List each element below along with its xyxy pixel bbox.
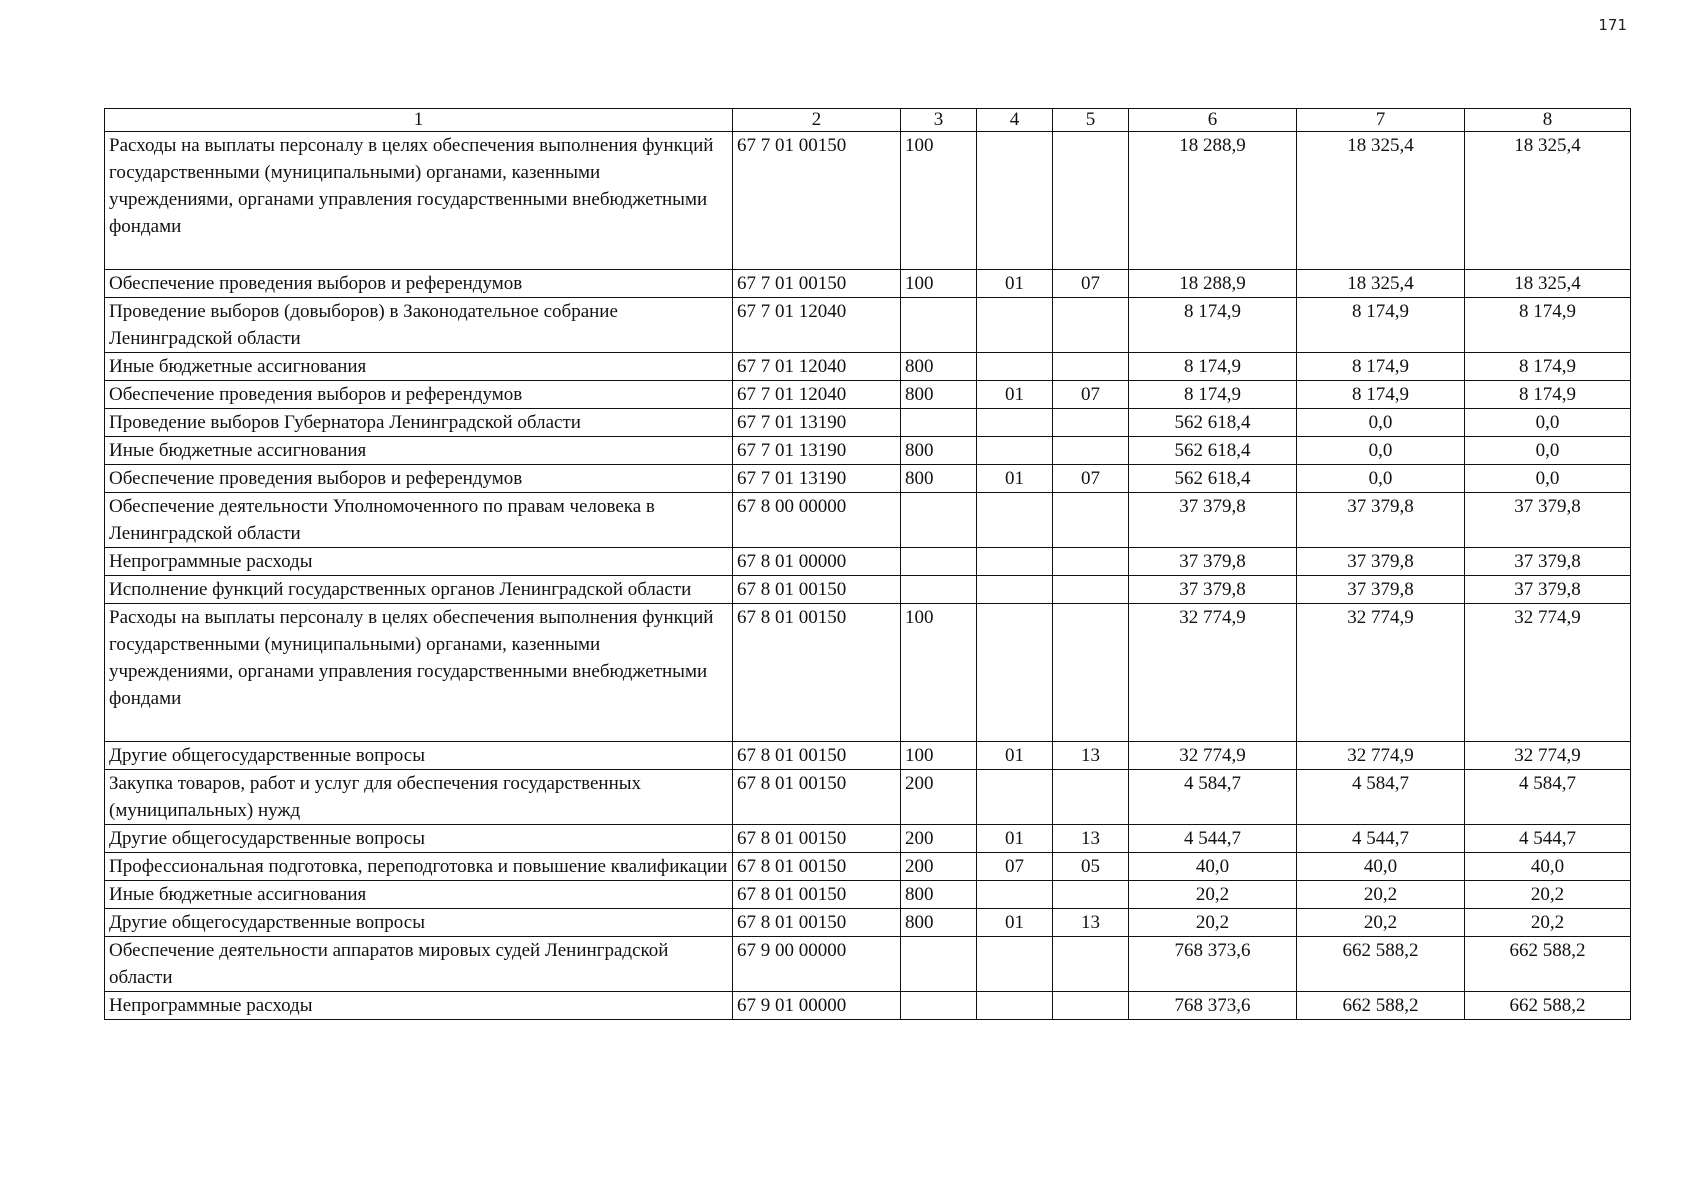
subsection-cell — [1053, 604, 1129, 742]
expense-type-cell: 800 — [901, 381, 977, 409]
section-cell — [977, 132, 1053, 270]
target-code-cell: 67 7 01 12040 — [733, 381, 901, 409]
target-code-cell: 67 8 01 00150 — [733, 825, 901, 853]
amount-col7-cell: 37 379,8 — [1297, 493, 1465, 548]
amount-col7-cell: 37 379,8 — [1297, 548, 1465, 576]
section-cell: 01 — [977, 381, 1053, 409]
amount-col6-cell: 8 174,9 — [1129, 298, 1297, 353]
amount-col8-cell: 8 174,9 — [1465, 298, 1631, 353]
expense-type-cell: 800 — [901, 353, 977, 381]
expense-type-cell — [901, 548, 977, 576]
table-row — [105, 493, 1631, 548]
amount-col8-cell: 32 774,9 — [1465, 742, 1631, 770]
amount-col7-cell: 18 325,4 — [1297, 270, 1465, 298]
amount-col7-cell: 32 774,9 — [1297, 604, 1465, 742]
column-header-5: 5 — [1053, 109, 1129, 132]
section-cell — [977, 770, 1053, 825]
target-code-cell: 67 8 00 00000 — [733, 493, 901, 548]
target-code-cell: 67 8 01 00150 — [733, 909, 901, 937]
amount-col8-cell: 37 379,8 — [1465, 548, 1631, 576]
subsection-cell: 13 — [1053, 909, 1129, 937]
table-row — [105, 604, 1631, 742]
amount-col7-cell: 32 774,9 — [1297, 742, 1465, 770]
amount-col8-cell: 0,0 — [1465, 437, 1631, 465]
row-name-cell: Обеспечение проведения выборов и референдумов — [105, 465, 733, 493]
amount-col7-cell: 662 588,2 — [1297, 937, 1465, 992]
expense-type-cell — [901, 493, 977, 548]
amount-col8-cell: 32 774,9 — [1465, 604, 1631, 742]
amount-col6-cell: 8 174,9 — [1129, 381, 1297, 409]
amount-col8-cell: 18 325,4 — [1465, 132, 1631, 270]
row-name-cell: Расходы на выплаты персоналу в целях обеспечения выполнения функций государственными (муниципальными) органами, казенными учреждениями, органами управления государственными внебюджетными фондами — [105, 604, 733, 742]
amount-col6-cell: 37 379,8 — [1129, 576, 1297, 604]
amount-col8-cell: 4 584,7 — [1465, 770, 1631, 825]
section-cell — [977, 437, 1053, 465]
section-cell — [977, 576, 1053, 604]
expense-type-cell: 200 — [901, 853, 977, 881]
row-name-cell: Обеспечение проведения выборов и референдумов — [105, 381, 733, 409]
column-header-2: 2 — [733, 109, 901, 132]
target-code-cell: 67 8 01 00150 — [733, 853, 901, 881]
amount-col6-cell: 37 379,8 — [1129, 548, 1297, 576]
subsection-cell — [1053, 576, 1129, 604]
row-name-cell: Проведение выборов (довыборов) в Законодательное собрание Ленинградской области — [105, 298, 733, 353]
section-cell: 01 — [977, 465, 1053, 493]
amount-col8-cell: 4 544,7 — [1465, 825, 1631, 853]
amount-col6-cell: 37 379,8 — [1129, 493, 1297, 548]
subsection-cell: 13 — [1053, 825, 1129, 853]
table-body — [105, 132, 1631, 1020]
subsection-cell: 13 — [1053, 742, 1129, 770]
target-code-cell: 67 8 01 00150 — [733, 770, 901, 825]
target-code-cell: 67 8 01 00000 — [733, 548, 901, 576]
subsection-cell: 07 — [1053, 381, 1129, 409]
subsection-cell — [1053, 992, 1129, 1020]
amount-col6-cell: 562 618,4 — [1129, 409, 1297, 437]
table-row — [105, 881, 1631, 909]
subsection-cell — [1053, 770, 1129, 825]
amount-col8-cell: 8 174,9 — [1465, 353, 1631, 381]
amount-col6-cell: 32 774,9 — [1129, 742, 1297, 770]
subsection-cell — [1053, 437, 1129, 465]
amount-col6-cell: 768 373,6 — [1129, 937, 1297, 992]
subsection-cell: 05 — [1053, 853, 1129, 881]
amount-col8-cell: 20,2 — [1465, 881, 1631, 909]
section-cell: 07 — [977, 853, 1053, 881]
row-name-cell: Исполнение функций государственных органов Ленинградской области — [105, 576, 733, 604]
table-row — [105, 437, 1631, 465]
row-name-cell: Обеспечение деятельности Уполномоченного по правам человека в Ленинградской области — [105, 493, 733, 548]
amount-col6-cell: 18 288,9 — [1129, 132, 1297, 270]
target-code-cell: 67 7 01 13190 — [733, 409, 901, 437]
amount-col7-cell: 37 379,8 — [1297, 576, 1465, 604]
target-code-cell: 67 8 01 00150 — [733, 742, 901, 770]
amount-col6-cell: 562 618,4 — [1129, 437, 1297, 465]
table-row — [105, 409, 1631, 437]
target-code-cell: 67 7 01 12040 — [733, 353, 901, 381]
table-row — [105, 353, 1631, 381]
section-cell: 01 — [977, 270, 1053, 298]
amount-col6-cell: 4 584,7 — [1129, 770, 1297, 825]
amount-col8-cell: 40,0 — [1465, 853, 1631, 881]
amount-col8-cell: 662 588,2 — [1465, 937, 1631, 992]
table-row — [105, 937, 1631, 992]
amount-col8-cell: 37 379,8 — [1465, 493, 1631, 548]
target-code-cell: 67 7 01 00150 — [733, 270, 901, 298]
section-cell: 01 — [977, 825, 1053, 853]
amount-col6-cell: 18 288,9 — [1129, 270, 1297, 298]
expense-type-cell: 800 — [901, 465, 977, 493]
target-code-cell: 67 9 00 00000 — [733, 937, 901, 992]
table-row — [105, 742, 1631, 770]
target-code-cell: 67 7 01 13190 — [733, 465, 901, 493]
row-name-cell: Иные бюджетные ассигнования — [105, 353, 733, 381]
section-cell — [977, 937, 1053, 992]
subsection-cell — [1053, 353, 1129, 381]
amount-col6-cell: 20,2 — [1129, 909, 1297, 937]
table-row — [105, 548, 1631, 576]
amount-col7-cell: 18 325,4 — [1297, 132, 1465, 270]
row-name-cell: Расходы на выплаты персоналу в целях обеспечения выполнения функций государственными (муниципальными) органами, казенными учреждениями, органами управления государственными внебюджетными фондами — [105, 132, 733, 270]
section-cell — [977, 881, 1053, 909]
amount-col7-cell: 8 174,9 — [1297, 353, 1465, 381]
section-cell — [977, 604, 1053, 742]
table-row — [105, 298, 1631, 353]
table-row — [105, 825, 1631, 853]
section-cell: 01 — [977, 909, 1053, 937]
amount-col7-cell: 0,0 — [1297, 409, 1465, 437]
budget-table — [104, 108, 1631, 1020]
amount-col7-cell: 8 174,9 — [1297, 298, 1465, 353]
expense-type-cell: 800 — [901, 909, 977, 937]
expense-type-cell — [901, 409, 977, 437]
target-code-cell: 67 8 01 00150 — [733, 881, 901, 909]
amount-col6-cell: 32 774,9 — [1129, 604, 1297, 742]
section-cell: 01 — [977, 742, 1053, 770]
subsection-cell — [1053, 548, 1129, 576]
column-header-1: 1 — [105, 109, 733, 132]
table-row — [105, 576, 1631, 604]
section-cell — [977, 992, 1053, 1020]
amount-col7-cell: 8 174,9 — [1297, 381, 1465, 409]
column-header-8: 8 — [1465, 109, 1631, 132]
row-name-cell: Другие общегосударственные вопросы — [105, 825, 733, 853]
amount-col6-cell: 40,0 — [1129, 853, 1297, 881]
expense-type-cell — [901, 937, 977, 992]
subsection-cell — [1053, 937, 1129, 992]
subsection-cell — [1053, 298, 1129, 353]
table-row — [105, 770, 1631, 825]
column-header-3: 3 — [901, 109, 977, 132]
amount-col6-cell: 4 544,7 — [1129, 825, 1297, 853]
amount-col6-cell: 8 174,9 — [1129, 353, 1297, 381]
subsection-cell — [1053, 132, 1129, 270]
row-name-cell: Закупка товаров, работ и услуг для обеспечения государственных (муниципальных) нужд — [105, 770, 733, 825]
page-number: 171 — [1598, 16, 1627, 34]
target-code-cell: 67 9 01 00000 — [733, 992, 901, 1020]
expense-type-cell: 800 — [901, 881, 977, 909]
amount-col8-cell: 18 325,4 — [1465, 270, 1631, 298]
table-header-row — [105, 109, 1631, 132]
column-header-4: 4 — [977, 109, 1053, 132]
subsection-cell — [1053, 493, 1129, 548]
section-cell — [977, 409, 1053, 437]
row-name-cell: Обеспечение проведения выборов и референдумов — [105, 270, 733, 298]
section-cell — [977, 353, 1053, 381]
table-row — [105, 992, 1631, 1020]
amount-col7-cell: 20,2 — [1297, 909, 1465, 937]
amount-col8-cell: 0,0 — [1465, 409, 1631, 437]
expense-type-cell: 100 — [901, 270, 977, 298]
expense-type-cell: 200 — [901, 770, 977, 825]
expense-type-cell — [901, 298, 977, 353]
section-cell — [977, 493, 1053, 548]
table-row — [105, 465, 1631, 493]
section-cell — [977, 548, 1053, 576]
table-row — [105, 270, 1631, 298]
expense-type-cell: 200 — [901, 825, 977, 853]
amount-col7-cell: 20,2 — [1297, 881, 1465, 909]
table-row — [105, 853, 1631, 881]
amount-col6-cell: 20,2 — [1129, 881, 1297, 909]
amount-col8-cell: 8 174,9 — [1465, 381, 1631, 409]
amount-col8-cell: 0,0 — [1465, 465, 1631, 493]
row-name-cell: Обеспечение деятельности аппаратов мировых судей Ленинградской области — [105, 937, 733, 992]
target-code-cell: 67 8 01 00150 — [733, 576, 901, 604]
expense-type-cell: 100 — [901, 132, 977, 270]
expense-type-cell — [901, 992, 977, 1020]
amount-col7-cell: 4 584,7 — [1297, 770, 1465, 825]
expense-type-cell — [901, 576, 977, 604]
amount-col7-cell: 0,0 — [1297, 437, 1465, 465]
row-name-cell: Непрограммные расходы — [105, 548, 733, 576]
target-code-cell: 67 8 01 00150 — [733, 604, 901, 742]
row-name-cell: Другие общегосударственные вопросы — [105, 742, 733, 770]
amount-col7-cell: 40,0 — [1297, 853, 1465, 881]
row-name-cell: Профессиональная подготовка, переподготовка и повышение квалификации — [105, 853, 733, 881]
amount-col6-cell: 768 373,6 — [1129, 992, 1297, 1020]
expense-type-cell: 800 — [901, 437, 977, 465]
column-header-6: 6 — [1129, 109, 1297, 132]
subsection-cell: 07 — [1053, 270, 1129, 298]
amount-col8-cell: 20,2 — [1465, 909, 1631, 937]
row-name-cell: Непрограммные расходы — [105, 992, 733, 1020]
section-cell — [977, 298, 1053, 353]
expense-type-cell: 100 — [901, 604, 977, 742]
column-header-7: 7 — [1297, 109, 1465, 132]
table-row — [105, 132, 1631, 270]
amount-col7-cell: 4 544,7 — [1297, 825, 1465, 853]
expense-type-cell: 100 — [901, 742, 977, 770]
amount-col7-cell: 662 588,2 — [1297, 992, 1465, 1020]
amount-col6-cell: 562 618,4 — [1129, 465, 1297, 493]
row-name-cell: Иные бюджетные ассигнования — [105, 881, 733, 909]
row-name-cell: Другие общегосударственные вопросы — [105, 909, 733, 937]
subsection-cell — [1053, 881, 1129, 909]
subsection-cell: 07 — [1053, 465, 1129, 493]
table-row — [105, 909, 1631, 937]
row-name-cell: Проведение выборов Губернатора Ленинградской области — [105, 409, 733, 437]
target-code-cell: 67 7 01 12040 — [733, 298, 901, 353]
amount-col7-cell: 0,0 — [1297, 465, 1465, 493]
table-row — [105, 381, 1631, 409]
row-name-cell: Иные бюджетные ассигнования — [105, 437, 733, 465]
target-code-cell: 67 7 01 00150 — [733, 132, 901, 270]
amount-col8-cell: 37 379,8 — [1465, 576, 1631, 604]
target-code-cell: 67 7 01 13190 — [733, 437, 901, 465]
amount-col8-cell: 662 588,2 — [1465, 992, 1631, 1020]
subsection-cell — [1053, 409, 1129, 437]
